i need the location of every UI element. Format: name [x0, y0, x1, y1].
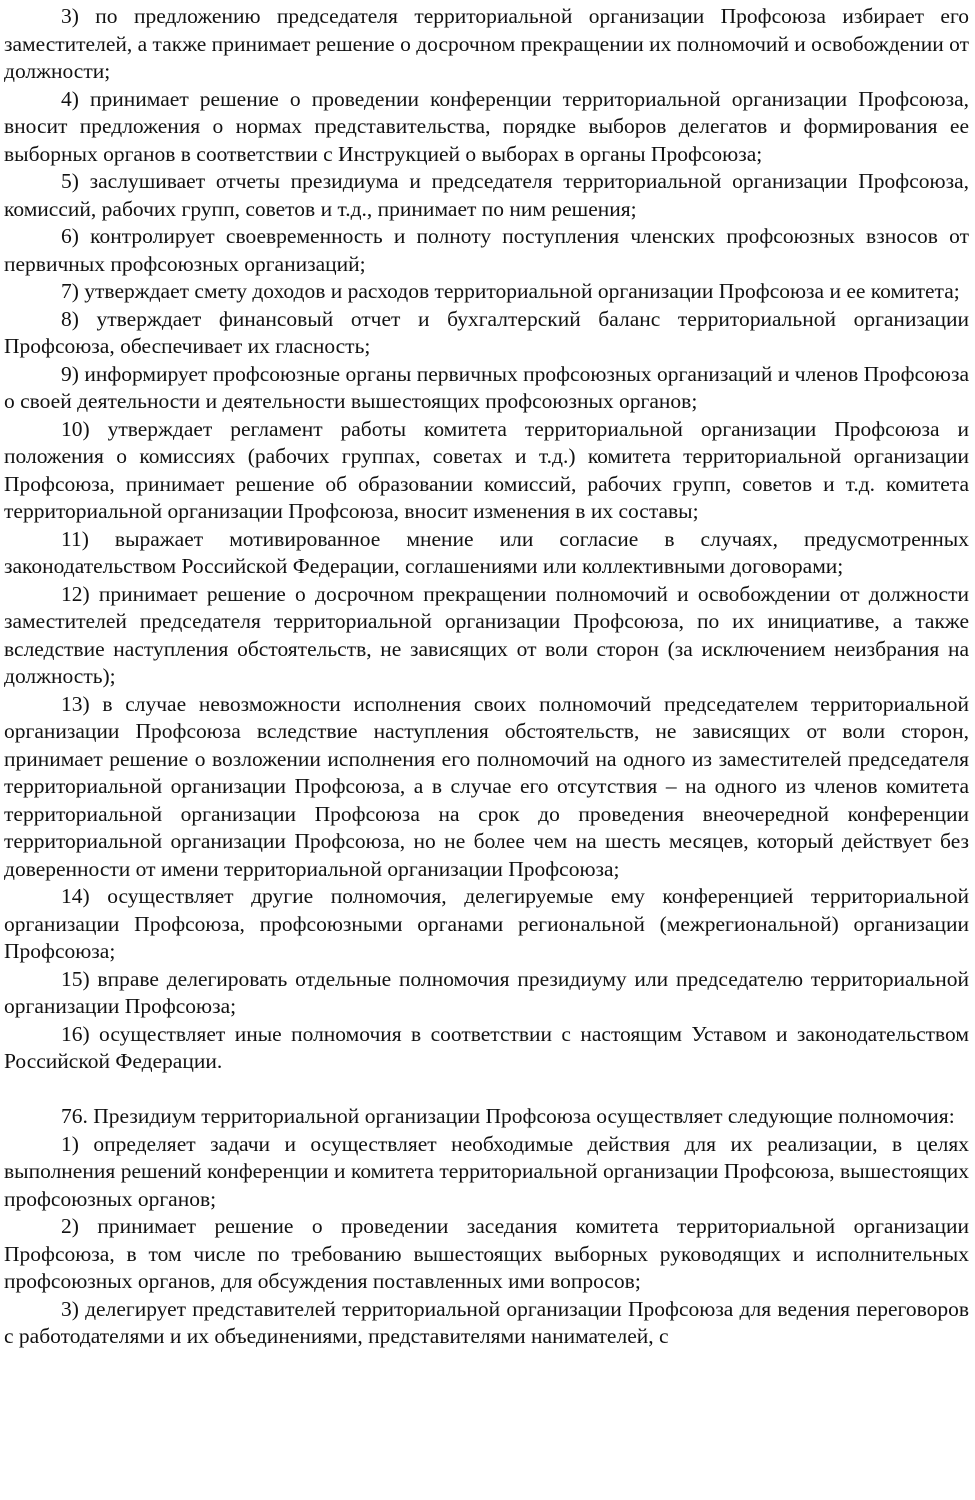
list-item: 2) принимает решение о проведении заседания комитета территориальной организации Профсоюза, в том числе по требованию вышестоящих выборных руководящих и исполнительных профсоюзных органов, для обсуждения поставленных ими вопросов; — [4, 1214, 969, 1293]
list-item: 10) утверждает регламент работы комитета территориальной организации Профсоюза и положения о комиссиях (рабочих группах, советах и т.д.) комитета территориальной организации Профсоюза, принимает решение об образовании комиссий, рабочих групп, советов и т.д. комитета территориальной организации Профсоюза, вносит изменения в их составы; — [4, 416, 969, 523]
list-item: 3) по предложению председателя территориальной организации Профсоюза избирает его заместителей, а также принимает решение о досрочном прекращении их полномочий и освобождении от должности; — [4, 4, 969, 83]
list-item: 3) делегирует представителей территориальной организации Профсоюза для ведения переговоров с работодателями и их объединениями, представителями нанимателей, с — [4, 1296, 969, 1348]
list-item: 11) выражает мотивированное мнение или согласие в случаях, предусмотренных законодательством Российской Федерации, соглашениями или коллективными договорами; — [4, 526, 969, 578]
list-item: 5) заслушивает отчеты президиума и председателя территориальной организации Профсоюза, комиссий, рабочих групп, советов и т.д., принимает по ним решения; — [4, 169, 969, 221]
section-spacer — [4, 1076, 969, 1104]
list-item: 13) в случае невозможности исполнения своих полномочий председателем территориальной организации Профсоюза вследствие наступления обстоятельств, не зависящих от воли сторон, принимает решение о возложении исполнения его полномочий на одного из заместителей председателя территориальной организации Профсоюза, а в случае его отсутствия – на одного из членов комитета территориальной организации Профсоюза на срок до проведения внеочередной конференции территориальной организации Профсоюза, но не более чем на шесть месяцев, который действует без доверенности от имени территориальной организации Профсоюза; — [4, 691, 969, 881]
list-item: 6) контролирует своевременность и полноту поступления членских профсоюзных взносов от первичных профсоюзных организаций; — [4, 224, 969, 276]
list-item: 16) осуществляет иные полномочия в соответствии с настоящим Уставом и законодательством Российской Федерации. — [4, 1021, 969, 1073]
list-item: 9) информирует профсоюзные органы первичных профсоюзных организаций и членов Профсоюза о своей деятельности и деятельности вышестоящих профсоюзных органов; — [4, 361, 969, 413]
list-item: 14) осуществляет другие полномочия, делегируемые ему конференцией территориальной организации Профсоюза, профсоюзными органами региональной (межрегиональной) организации Профсоюза; — [4, 884, 969, 963]
list-item: 4) принимает решение о проведении конференции территориальной организации Профсоюза, вносит предложения о нормах представительства, порядке выборов делегатов и формирования ее выборных органов в соответствии с Инструкцией о выборах в органы Профсоюза; — [4, 86, 969, 166]
list-item: 15) вправе делегировать отдельные полномочия президиуму или председателю территориальной организации Профсоюза; — [4, 966, 969, 1018]
list-item: 7) утверждает смету доходов и расходов территориальной организации Профсоюза и ее комитета; — [61, 279, 960, 303]
list-item: 12) принимает решение о досрочном прекращении полномочий и освобождении от должности заместителей председателя территориальной организации Профсоюза, по их инициативе, а также вследствие наступления обстоятельств, не зависящих от воли сторон (за исключением неизбрания на должность); — [4, 581, 969, 688]
list-item: 8) утверждает финансовый отчет и бухгалтерский баланс территориальной организации Профсоюза, обеспечивает их гласность; — [4, 306, 969, 358]
list-item: 1) определяет задачи и осуществляет необходимые действия для их реализации, в целях выполнения решений конференции и комитета территориальной организации Профсоюза, вышестоящих профсоюзных органов; — [4, 1131, 969, 1211]
section-heading: 76. Президиум территориальной организации Профсоюза осуществляет следующие полномочия: — [61, 1104, 955, 1128]
